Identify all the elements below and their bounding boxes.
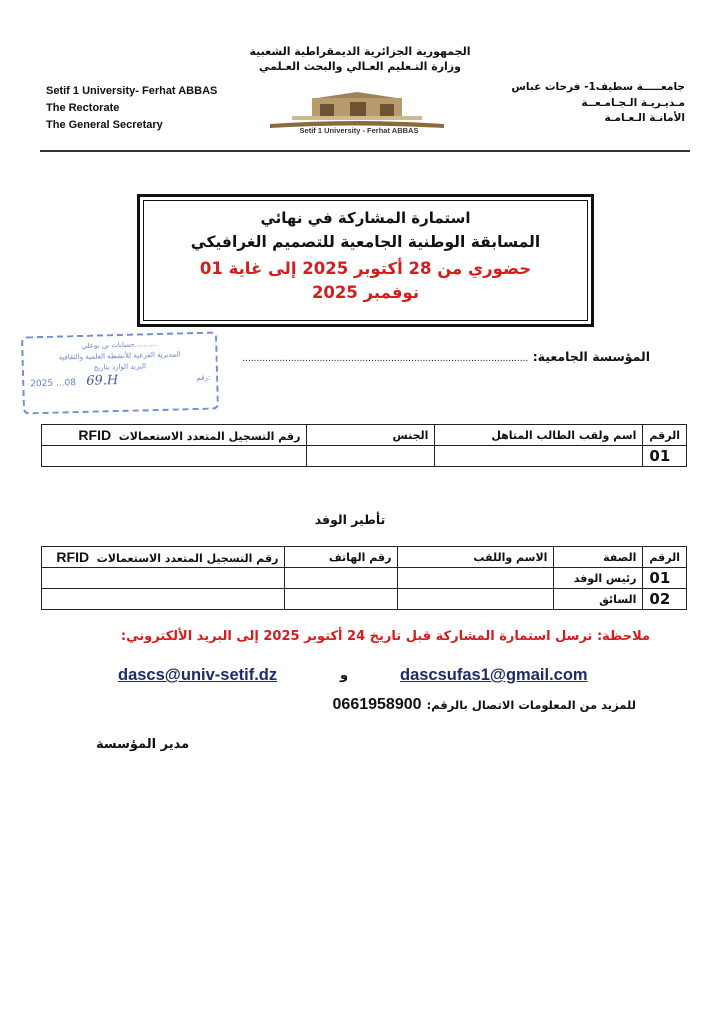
header-left-english	[46, 83, 266, 134]
gender-cell[interactable]	[307, 446, 435, 467]
phone-cell[interactable]	[285, 568, 398, 589]
title-line-3: حضوري من 28 أكتوبر 2025 إلى غاية 01 نوفمبر 2025	[199, 259, 532, 302]
col-number: الرقم	[643, 547, 687, 568]
university-name-en: Setif 1 University- Ferhat ABBAS	[46, 85, 218, 97]
col-phone: رقم الهاتف	[285, 547, 398, 568]
table-row	[42, 589, 687, 610]
col-registration	[42, 547, 285, 568]
email-secondary[interactable]: dascs@univ-setif.dz	[118, 666, 278, 684]
republic-line: الجمهورية الجزائرية الديمقراطية الشعبية	[249, 45, 471, 58]
email-separator: و	[340, 668, 349, 683]
header-arabic-title	[220, 44, 500, 74]
col-full-name: الاسم واللقب	[398, 547, 554, 568]
delegation-title: تأطير الوفد	[314, 512, 386, 527]
director-signature: مدير المؤسسة	[96, 737, 190, 752]
directorate-ar: مـديـريـة الـجـامـعــة	[581, 96, 685, 109]
stamp-num-label: رقم:	[196, 373, 211, 383]
title-inner-frame	[143, 200, 588, 321]
registration-cell[interactable]	[42, 568, 285, 589]
contact-phone: 0661958900	[332, 696, 422, 713]
header-right-arabic	[500, 80, 685, 127]
rfid-label: RFID	[56, 549, 90, 565]
col-registration-label: رقم التسجيل المتعدد الاستعمالات	[118, 430, 301, 443]
university-name-ar: جامعـــــة سطيف1- فرحات عباس	[511, 81, 685, 93]
name-cell[interactable]	[398, 568, 554, 589]
table-row	[42, 568, 687, 589]
stamp-date: 2025 ...08	[30, 378, 77, 390]
secretariat-ar: الأمانـة الـعـامـة	[604, 112, 685, 124]
ministry-line: وزارة التـعليم العـالي والبحث العـلمي	[259, 60, 461, 73]
student-name-cell[interactable]	[435, 446, 643, 467]
university-logo	[262, 88, 452, 136]
col-number: الرقم	[643, 425, 687, 446]
student-table	[41, 424, 687, 467]
role-cell: رئيس الوفد	[554, 568, 643, 589]
logo-caption: Setif 1 University - Ferhat ABBAS	[299, 126, 419, 135]
row-number: 02	[643, 589, 687, 610]
row-number: 01	[643, 446, 687, 467]
col-registration	[42, 425, 307, 446]
secretary-en: The General Secretary	[46, 119, 163, 131]
contact-label: للمزيد من المعلومات الاتصال بالرقم:	[426, 698, 636, 712]
header-divider	[40, 150, 690, 152]
registration-cell[interactable]	[42, 446, 307, 467]
row-number: 01	[643, 568, 687, 589]
role-cell: السائق	[554, 589, 643, 610]
col-role: الصفة	[554, 547, 643, 568]
delegation-table-header	[42, 547, 687, 568]
table-row	[42, 446, 687, 467]
col-gender: الجنس	[307, 425, 435, 446]
stamp-line-3: البريد الوارد بتاريخ	[93, 362, 147, 372]
received-stamp	[21, 331, 219, 414]
name-cell[interactable]	[398, 589, 554, 610]
delegation-table	[41, 546, 687, 610]
phone-cell[interactable]	[285, 589, 398, 610]
contact-row	[290, 694, 636, 714]
title-line-1: استمارة المشاركة في نهائي	[260, 209, 471, 227]
title-line-2: المسابقة الوطنية الجامعية للتصميم الغرافيكي	[190, 233, 541, 251]
email-primary[interactable]: dascsufas1@gmail.com	[400, 666, 588, 684]
stamp-line-2: المديرية الفرعية للأنشطة العلمية والثقافية	[58, 350, 181, 362]
col-student-name: اسم ولقب الطالب المتاهل	[435, 425, 643, 446]
stamp-bottom	[30, 373, 210, 391]
title-frame	[137, 194, 594, 327]
stamp-number: 69.H	[86, 373, 119, 389]
stamp-line-1: ..........حسابات بن بوعلي	[81, 340, 157, 350]
rectorate-en: The Rectorate	[46, 102, 120, 114]
registration-cell[interactable]	[42, 589, 285, 610]
student-table-header	[42, 425, 687, 446]
institution-field[interactable]: ....................................................................................................	[242, 354, 529, 364]
institution-label: المؤسسة الجامعية:	[532, 349, 650, 364]
institution-row	[230, 349, 650, 364]
col-registration-label: رقم التسجيل المتعدد الاستعمالات	[96, 552, 279, 565]
submission-note: ملاحظة: ترسل استمارة المشاركة قبل تاريخ 24 أكتوبر 2025 إلى البريد الألكتروني:	[120, 629, 650, 644]
rfid-label: RFID	[78, 427, 112, 443]
